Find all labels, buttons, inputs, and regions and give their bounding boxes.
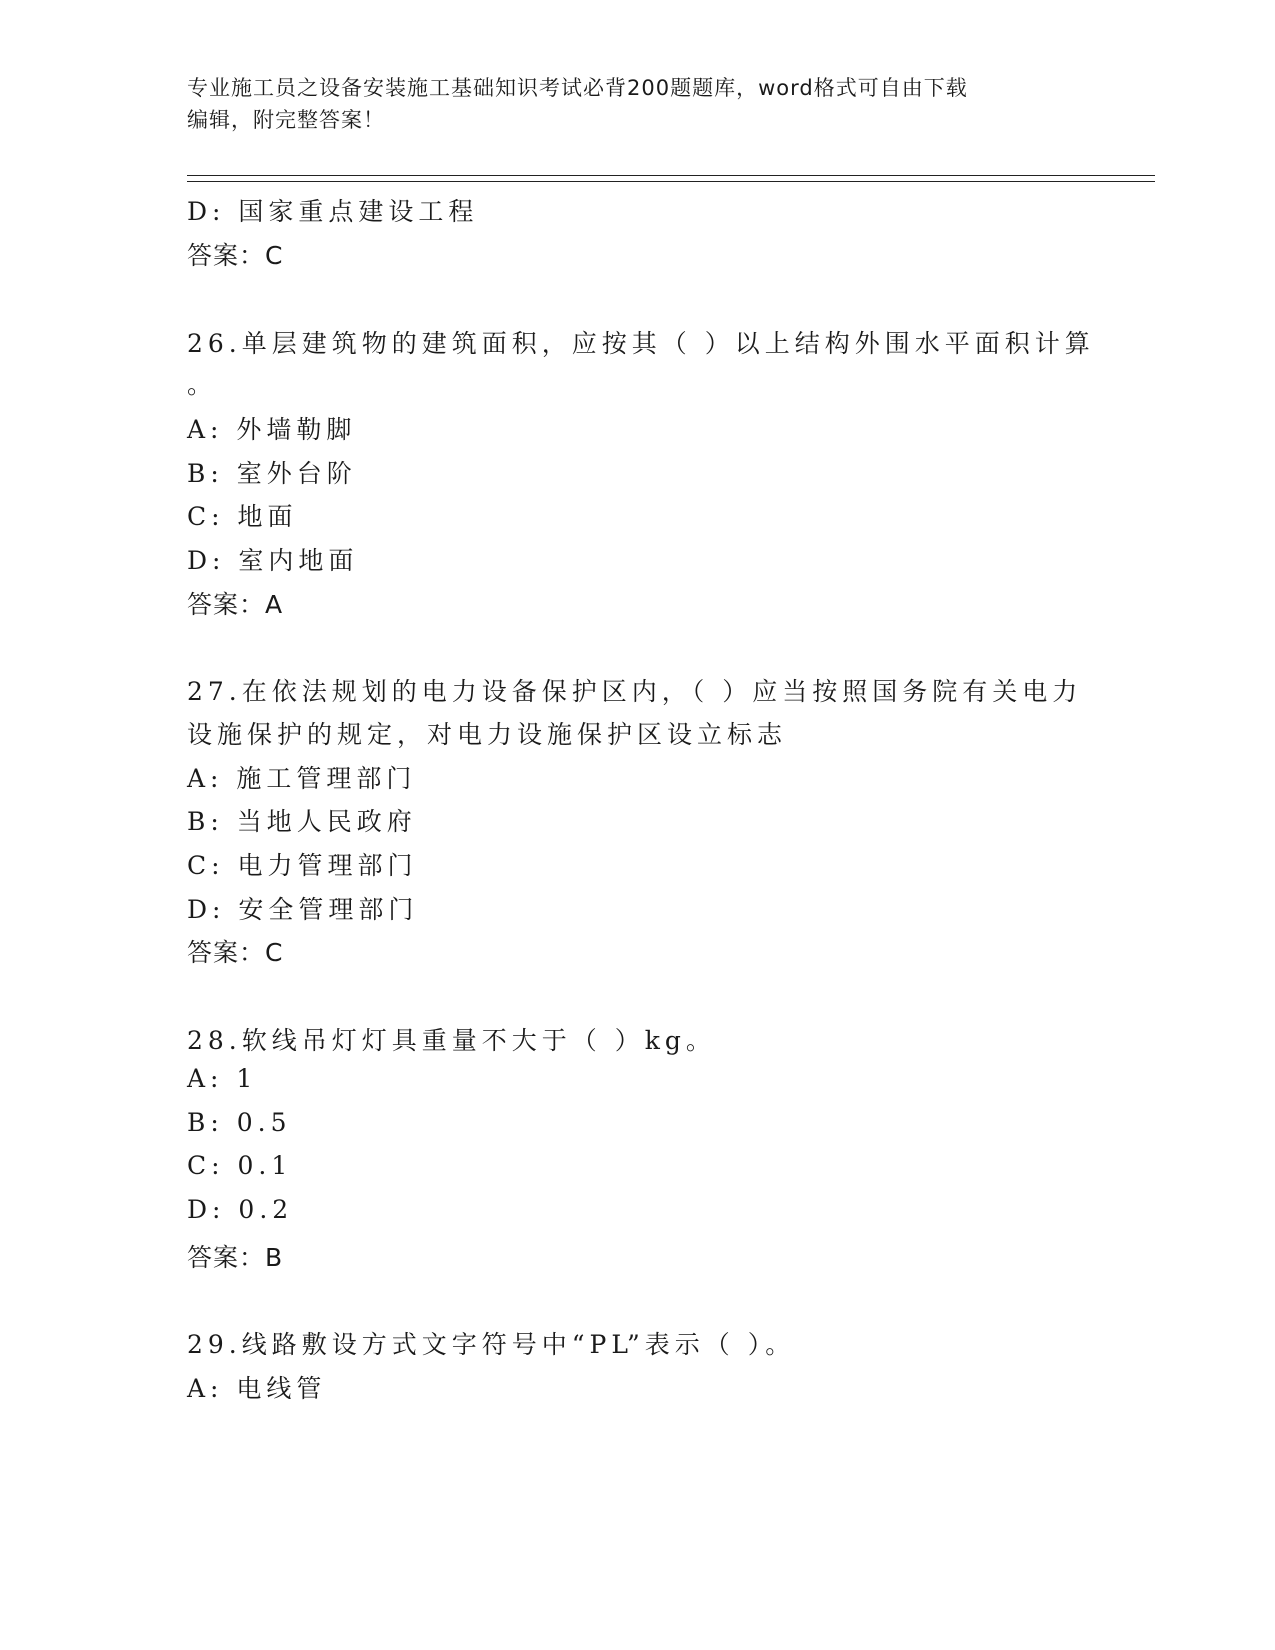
q26-option-c: C: 地面 (187, 502, 298, 531)
q26-stem-line-2: 。 (187, 370, 218, 399)
q29-option-a: A: 电线管 (187, 1374, 327, 1403)
q28-option-d: D: 0.2 (187, 1195, 294, 1224)
header-line-1: 专业施工员之设备安装施工基础知识考试必背200题题库，word格式可自由下载 (187, 76, 968, 100)
q28-option-b: B: 0.5 (187, 1108, 292, 1137)
header-divider-bottom (187, 181, 1155, 182)
q26-answer: 答案：A (187, 590, 284, 619)
q26-stem-line-1: 26.单层建筑物的建筑面积，应按其（ ）以上结构外围水平面积计算 (187, 329, 1095, 358)
q28-option-a: A: 1 (187, 1064, 258, 1093)
q26-option-b: B: 室外台阶 (187, 459, 357, 488)
q28-option-c: C: 0.1 (187, 1151, 293, 1180)
q27-option-c: C: 电力管理部门 (187, 851, 418, 880)
header-divider-top (187, 175, 1155, 176)
q27-option-b: B: 当地人民政府 (187, 807, 417, 836)
q27-answer: 答案：C (187, 938, 284, 967)
q27-option-d: D: 安全管理部门 (187, 895, 419, 924)
q27-stem-line-2: 设施保护的规定，对电力设施保护区设立标志 (187, 720, 788, 749)
q26-option-a: A: 外墙勒脚 (187, 415, 357, 444)
q28-stem-line-1: 28.软线吊灯灯具重量不大于（ ）kg。 (187, 1026, 716, 1055)
q25-answer: 答案：C (187, 241, 284, 270)
q28-answer: 答案：B (187, 1243, 284, 1272)
header-line-2: 编辑，附完整答案！ (187, 108, 385, 132)
document-header (187, 72, 1087, 136)
q29-stem-line-1: 29.线路敷设方式文字符号中“PL”表示（ ）。 (187, 1330, 796, 1359)
q27-option-a: A: 施工管理部门 (187, 764, 417, 793)
q27-stem-line-1: 27.在依法规划的电力设备保护区内，（ ）应当按照国务院有关电力 (187, 677, 1083, 706)
q26-option-d: D: 室内地面 (187, 546, 359, 575)
q25-option-d: D: 国家重点建设工程 (187, 197, 479, 226)
